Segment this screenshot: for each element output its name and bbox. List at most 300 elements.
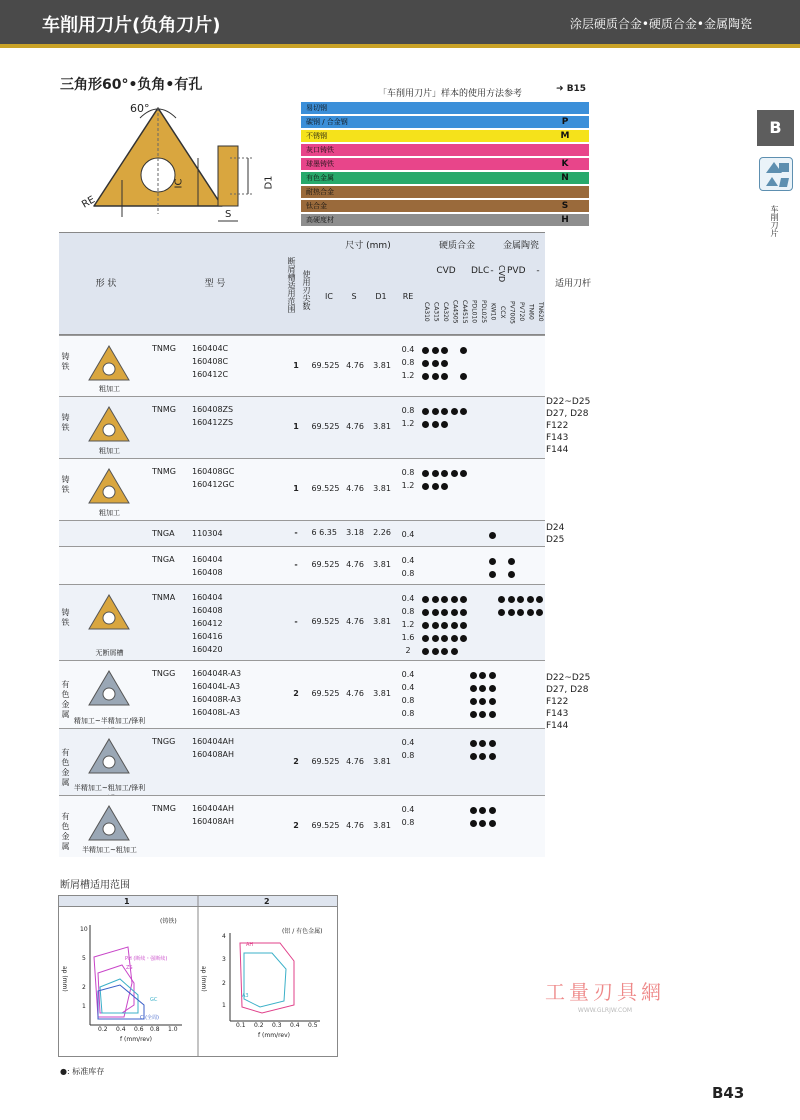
model-number: 160404 — [192, 555, 223, 564]
header-accent-bar — [0, 44, 800, 48]
corner-radius: 0.4 — [401, 345, 415, 354]
stock-dot — [451, 470, 458, 477]
shape-header: 形 状 — [95, 279, 117, 289]
stock-dot — [422, 421, 429, 428]
d1-value: 3.81 — [373, 821, 391, 830]
cvd-header: CVD — [436, 266, 456, 276]
insert-type: TNMG — [152, 467, 176, 476]
s-label: S — [225, 209, 232, 220]
stock-dot — [489, 740, 496, 747]
chipbreaker-value: 1 — [293, 360, 299, 370]
d1-value: 3.81 — [373, 422, 391, 431]
panel2-ytick: 3 — [222, 956, 226, 963]
insert-caption: 粗加工 — [99, 385, 120, 393]
grade-header: PDL025 — [480, 300, 487, 324]
material-name: 钛合金 — [306, 202, 327, 210]
panel2-ytick: 4 — [222, 933, 226, 940]
legend-stock: ●: 标准库存 — [60, 1067, 105, 1076]
ah-label: AH — [246, 942, 254, 948]
model-number: 160408ZS — [192, 405, 234, 414]
material-group: H — [561, 215, 569, 225]
stock-dot — [441, 373, 448, 380]
stock-dot — [489, 807, 496, 814]
stock-dot — [432, 609, 439, 616]
stock-dot — [489, 820, 496, 827]
material-band — [301, 214, 589, 226]
grade-header: PDL010 — [470, 300, 478, 324]
stock-dot — [460, 470, 467, 477]
model-number: 160404L-A3 — [192, 682, 241, 691]
corner-radius: 0.8 — [401, 818, 415, 827]
insert-type: TNMA — [152, 593, 176, 602]
material-kind: 铸铁 — [61, 351, 70, 371]
holder-item: F143 — [546, 433, 569, 443]
s-value: 4.76 — [346, 484, 364, 493]
stock-dot — [422, 470, 429, 477]
corner-radius: 1.2 — [401, 620, 415, 629]
material-band — [301, 186, 589, 198]
insert-caption: 精加工~半精加工/锋利 — [73, 717, 146, 725]
re-header: RE — [402, 292, 414, 301]
chipbreaker-value: 1 — [293, 484, 299, 493]
d1-value: 3.81 — [373, 617, 391, 626]
insert-caption: 粗加工 — [99, 447, 120, 455]
s-value: 4.76 — [346, 422, 364, 431]
panel1-xtick: 0.4 — [116, 1026, 126, 1033]
edges-value: 6 — [311, 756, 317, 766]
insert-image — [72, 460, 147, 518]
panel2-ylabel: ap (mm) — [200, 966, 207, 992]
ph-label: PH (断续・强断续) — [125, 956, 168, 962]
stock-dot — [432, 648, 439, 655]
material-kind: 铸铁 — [61, 608, 70, 627]
carbide-header: 硬质合金 — [438, 241, 475, 251]
holder-item: D24 — [546, 523, 565, 533]
insert-type: TNGG — [152, 669, 176, 678]
side-section-label: 车削刀片 — [770, 205, 779, 237]
model-number: 160412ZS — [192, 418, 234, 427]
stock-dot — [441, 648, 448, 655]
material-band — [301, 200, 589, 212]
material-kind: 有色金属 — [61, 680, 70, 719]
stock-dot — [489, 672, 496, 679]
panel2-xtick: 0.4 — [290, 1022, 300, 1029]
stock-dot — [460, 609, 467, 616]
pvd-header: PVD — [507, 266, 526, 276]
material-group: S — [561, 201, 569, 211]
stock-dot — [451, 596, 458, 603]
panel2-ytick: 1 — [222, 1002, 226, 1009]
edges-value: 6 — [311, 528, 317, 537]
stock-dot — [441, 596, 448, 603]
panel1-ylabel: ap (mm) — [61, 966, 68, 992]
s-value: 4.76 — [346, 360, 364, 370]
corner-radius: 1.2 — [401, 481, 415, 490]
stock-dot — [441, 360, 448, 367]
material-name: 灰口铸铁 — [306, 146, 334, 154]
stock-dot — [470, 740, 477, 747]
chipbreaker-chart-title: 断屑槽适用范围 — [60, 880, 130, 891]
holder-item: F122 — [546, 697, 569, 707]
stock-dot — [451, 635, 458, 642]
watermark-name: 工量刃具網 — [545, 980, 665, 1004]
corner-radius: 0.4 — [401, 530, 415, 539]
stock-dot — [536, 596, 543, 603]
page-header — [0, 0, 800, 48]
insert-caption: 粗加工 — [99, 509, 120, 517]
stock-dot — [432, 421, 439, 428]
panel1-ytick: 2 — [82, 984, 86, 991]
stock-dot — [489, 571, 496, 578]
stock-dot — [451, 408, 458, 415]
stock-dot — [451, 622, 458, 629]
grade-header: KW10 — [489, 303, 497, 321]
material-group: K — [561, 159, 569, 169]
s-header: S — [351, 292, 357, 301]
grade-header: CA320 — [442, 302, 449, 322]
corner-radius: 0.4 — [401, 594, 415, 603]
model-number: 160412GC — [192, 480, 235, 489]
stock-dot — [508, 571, 515, 578]
c-label: C (全周) — [140, 1015, 159, 1021]
stock-dot — [432, 470, 439, 477]
insert-type: TNMG — [152, 344, 176, 353]
stock-dot — [441, 635, 448, 642]
material-band — [301, 158, 589, 170]
panel1-xtick: 0.6 — [134, 1026, 144, 1033]
ic-value: 9.525 — [316, 756, 340, 766]
material-band — [301, 144, 589, 156]
stock-dot — [536, 609, 543, 616]
model-number: 160408 — [192, 606, 223, 615]
model-number: 160412 — [192, 619, 223, 628]
stock-dot — [422, 648, 429, 655]
ic-header: IC — [325, 292, 333, 301]
s-value: 4.76 — [346, 617, 364, 626]
model-number: 160404AH — [192, 804, 235, 813]
page-subtitle: 涂层硬质合金•硬质合金•金属陶瓷 — [569, 17, 752, 31]
stock-dot — [460, 347, 467, 354]
insert-image — [72, 586, 147, 658]
chipbreaker-value: - — [294, 617, 298, 626]
stock-dot — [498, 609, 505, 616]
panel2-xlabel: f (mm/rev) — [258, 1032, 290, 1039]
material-kind: 铸铁 — [61, 475, 70, 494]
holder-item: D27, D28 — [546, 409, 589, 419]
d1-value: 3.81 — [373, 484, 391, 493]
corner-radius: 0.4 — [401, 683, 415, 692]
ic-label: IC — [173, 178, 185, 189]
s-value: 4.76 — [346, 821, 364, 830]
d1-value: 3.81 — [373, 560, 391, 569]
section-title: 三角形60°•负角•有孔 — [60, 77, 203, 93]
cermet-header: 金属陶瓷 — [502, 241, 539, 251]
panel2-xtick: 0.5 — [308, 1022, 318, 1029]
chipbreaker-value: 2 — [293, 689, 299, 698]
stock-dot — [489, 532, 496, 539]
model-number: 160420 — [192, 645, 223, 654]
section-tab[interactable]: B — [757, 110, 794, 146]
stock-dot — [432, 408, 439, 415]
stock-dot — [441, 347, 448, 354]
insert-type: TNMG — [152, 405, 176, 414]
gc-label: GC — [150, 997, 158, 1003]
stock-dot — [432, 347, 439, 354]
dash-header-2: - — [536, 266, 540, 276]
grade-header: TN60 — [527, 304, 535, 320]
corner-radius: 1.6 — [401, 633, 415, 642]
page-number: B43 — [712, 1084, 745, 1102]
stock-dot — [441, 408, 448, 415]
material-name: 球墨铸铁 — [306, 160, 334, 168]
chipbreaker-value: 1 — [293, 422, 299, 431]
stock-dot — [489, 753, 496, 760]
material-band — [301, 116, 589, 128]
grade-header: CCX — [499, 305, 506, 319]
edges-value: 6 — [311, 821, 317, 830]
grade-header: PV720 — [518, 302, 525, 322]
stock-dot — [527, 596, 534, 603]
stock-dot — [479, 698, 486, 705]
insert-dimension-diagram — [60, 96, 300, 236]
insert-image — [72, 662, 147, 726]
stock-dot — [470, 685, 477, 692]
insert-type: TNGG — [152, 737, 176, 746]
stock-dot — [460, 373, 467, 380]
edges-value: 6 — [311, 560, 317, 569]
model-number: 160404AH — [192, 737, 235, 746]
holder-item: D22~D25 — [546, 397, 591, 407]
stock-dot — [422, 373, 429, 380]
chipbreaker-value: - — [294, 560, 298, 569]
d1-value: 3.81 — [373, 689, 391, 698]
stock-dot — [470, 711, 477, 718]
insert-image — [72, 337, 147, 394]
stock-dot — [432, 596, 439, 603]
stock-dot — [479, 807, 486, 814]
stock-dot — [451, 648, 458, 655]
grade-header: CA4505 — [451, 300, 459, 324]
model-number: 160404 — [192, 593, 223, 602]
model-number: 160408AH — [192, 750, 235, 759]
material-band — [301, 102, 589, 114]
corner-radius: 0.4 — [401, 556, 415, 565]
corner-radius: 0.8 — [401, 607, 415, 616]
ic-value: 9.525 — [316, 689, 340, 698]
d1-value: 2.26 — [373, 528, 391, 537]
insert-image — [72, 797, 147, 855]
corner-radius: 0.8 — [401, 468, 415, 477]
model-number: 160408L-A3 — [192, 708, 241, 717]
grade-header: PV7005 — [508, 300, 516, 324]
stock-dot — [479, 711, 486, 718]
corner-radius: 0.8 — [401, 569, 415, 578]
stock-dot — [422, 622, 429, 629]
grade-header: TN620 — [537, 302, 544, 322]
ic-value: 9.525 — [316, 360, 340, 370]
ic-value: 9.525 — [316, 484, 340, 493]
model-number: 160412C — [192, 370, 229, 379]
material-name: 高硬度材 — [306, 216, 334, 224]
stock-dot — [422, 483, 429, 490]
panel2-ytick: 2 — [222, 980, 226, 987]
insert-image — [72, 730, 147, 793]
corner-radius: 0.8 — [401, 696, 415, 705]
grade-header: CA315 — [432, 302, 440, 322]
model-number: 160408C — [192, 357, 229, 366]
panel2-xtick: 0.2 — [254, 1022, 264, 1029]
material-group: M — [560, 131, 570, 141]
material-name: 耐热合金 — [306, 188, 334, 196]
stock-dot — [508, 596, 515, 603]
insert-caption: 无断屑槽 — [95, 649, 124, 657]
panel1-xlabel: f (mm/rev) — [120, 1036, 152, 1043]
corner-radius: 0.4 — [401, 805, 415, 814]
ic-value: 9.525 — [316, 617, 340, 626]
insert-type: TNMG — [152, 804, 176, 813]
holder-item: F143 — [546, 709, 569, 719]
d1-value: 3.81 — [373, 756, 391, 766]
stock-dot — [422, 596, 429, 603]
stock-dot — [422, 609, 429, 616]
stock-dot — [470, 820, 477, 827]
grade-header: CA310 — [423, 302, 430, 322]
material-name: 不锈钢 — [306, 132, 327, 140]
stock-dot — [460, 622, 467, 629]
stock-dot — [489, 558, 496, 565]
stock-dot — [508, 558, 515, 565]
stock-dot — [479, 820, 486, 827]
usage-reference: 「车削用刀片」样本的使用方法参考 — [378, 89, 523, 99]
corner-radius: 0.8 — [401, 709, 415, 718]
insert-type: TNGA — [152, 555, 175, 564]
edges-value: 6 — [311, 484, 317, 493]
material-group: N — [561, 173, 569, 183]
zs-label: ZS — [126, 965, 133, 971]
edges-value: 6 — [311, 422, 317, 431]
holder-item: F144 — [546, 445, 569, 455]
stock-dot — [432, 373, 439, 380]
stock-dot — [441, 622, 448, 629]
chipbreaker-value: 2 — [293, 821, 299, 830]
holder-item: D25 — [546, 535, 565, 545]
stock-dot — [517, 609, 524, 616]
s-value: 4.76 — [346, 756, 364, 766]
corner-radius: 1.2 — [401, 371, 415, 380]
panel1-ytick: 10 — [80, 926, 88, 933]
cvd2-header: CVD — [497, 265, 506, 283]
panel2-material: (铝 / 有色金属) — [282, 928, 323, 935]
panel1-ytick: 5 — [82, 955, 86, 962]
dash-header-1: - — [490, 266, 494, 276]
s-value: 3.18 — [346, 528, 364, 537]
a3-label: A3 — [242, 993, 249, 999]
stock-dot — [479, 672, 486, 679]
corner-radius: 1.2 — [401, 419, 415, 428]
insert-caption: 半精加工~粗加工 — [82, 846, 137, 854]
chipbreaker-value: - — [294, 528, 298, 537]
material-name: 碳钢 / 合金钢 — [306, 118, 348, 126]
reference-page-link[interactable]: ➜ B15 — [556, 84, 587, 94]
s-value: 4.76 — [346, 689, 364, 698]
stock-dot — [422, 408, 429, 415]
stock-dot — [441, 421, 448, 428]
reference-page: B15 — [566, 84, 587, 94]
page-title: 车削用刀片(负角刀片) — [42, 15, 221, 36]
insert-image — [72, 398, 147, 456]
stock-dot — [460, 596, 467, 603]
holder-header: 适用刀杆 — [554, 279, 591, 289]
panel1-label: 1 — [124, 897, 130, 906]
angle-label: 60° — [130, 102, 150, 115]
ic-value: 9.525 — [316, 821, 340, 830]
stock-dot — [470, 807, 477, 814]
ic-value: 9.525 — [316, 560, 340, 569]
stock-dot — [527, 609, 534, 616]
corner-radius: 2 — [405, 646, 411, 655]
stock-dot — [460, 408, 467, 415]
panel2-label: 2 — [264, 897, 270, 906]
stock-dot — [489, 685, 496, 692]
stock-dot — [470, 753, 477, 760]
material-group: P — [561, 117, 569, 127]
stock-dot — [441, 470, 448, 477]
stock-dot — [489, 698, 496, 705]
stock-dot — [422, 360, 429, 367]
insert-category-icon — [759, 157, 793, 191]
model-number: 160408GC — [192, 467, 235, 476]
stock-dot — [441, 609, 448, 616]
model-number: 160408R-A3 — [192, 695, 242, 704]
material-name: 有色金属 — [306, 174, 334, 182]
ic-value: 9.525 — [316, 422, 340, 431]
panel1-xtick: 0.8 — [150, 1026, 160, 1033]
d1-label: D1 — [263, 175, 275, 190]
material-band — [301, 130, 589, 142]
holder-item: F122 — [546, 421, 569, 431]
chipbreaker-value: 2 — [293, 756, 299, 766]
chipbreaker-header: 断屑槽适用范围 — [287, 257, 296, 313]
stock-dot — [432, 483, 439, 490]
stock-dot — [460, 635, 467, 642]
ic-value: 6.35 — [319, 528, 337, 537]
model-number: 160404R-A3 — [192, 669, 242, 678]
stock-dot — [432, 635, 439, 642]
stock-dot — [441, 483, 448, 490]
material-name: 易切钢 — [306, 104, 327, 112]
stock-dot — [470, 698, 477, 705]
material-band — [301, 172, 589, 184]
dimensions-header: 尺寸 (mm) — [345, 241, 391, 251]
d1-header: D1 — [375, 292, 387, 301]
stock-dot — [498, 596, 505, 603]
model-number: 160404C — [192, 344, 229, 353]
model-number: 160416 — [192, 632, 223, 641]
panel1-ytick: 1 — [82, 1003, 86, 1010]
model-header: 型 号 — [204, 279, 226, 289]
panel2-xtick: 0.1 — [236, 1022, 246, 1029]
stock-dot — [470, 672, 477, 679]
stock-dot — [432, 622, 439, 629]
stock-dot — [517, 596, 524, 603]
stock-dot — [432, 360, 439, 367]
edges-value: 6 — [311, 689, 317, 698]
grade-header: CA4515 — [461, 300, 468, 324]
stock-dot — [489, 711, 496, 718]
watermark-url: WWW.GLRJW.COM — [577, 1007, 633, 1014]
corner-radius: 0.8 — [401, 358, 415, 367]
panel1-xtick: 1.0 — [168, 1026, 178, 1033]
